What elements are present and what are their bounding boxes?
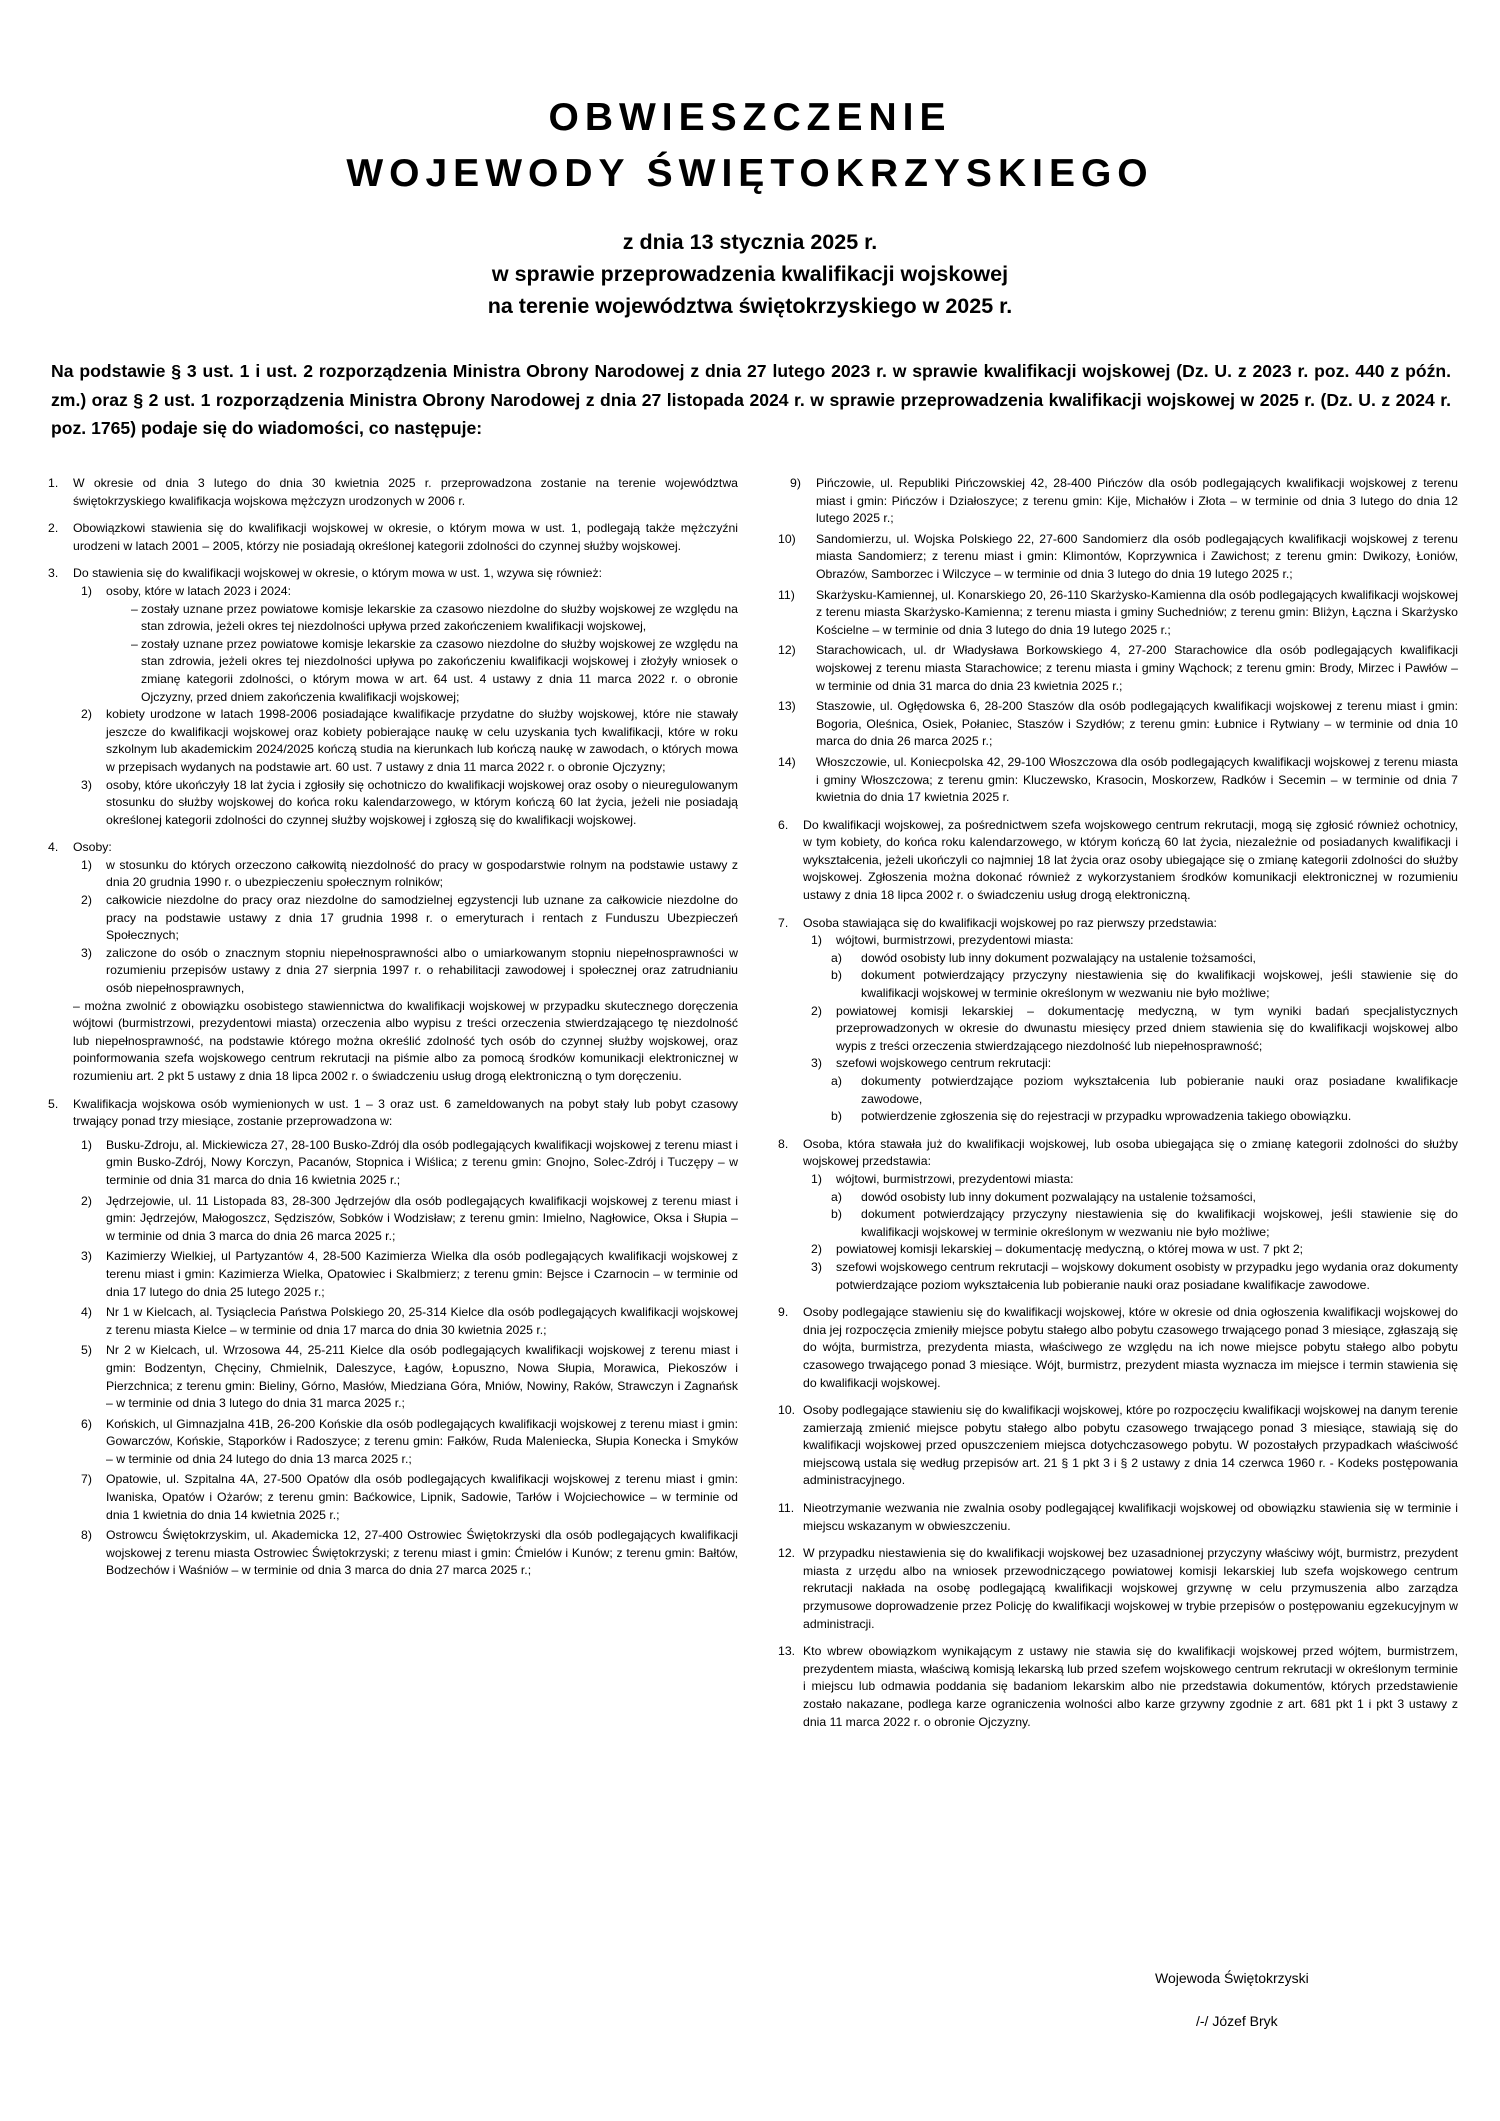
location-text: Opatowie, ul. Szpitalna 4A, 27-500 Opatów dla osób podlegających kwalifikacji wojskowej z terenu miast i gmin: Iwaniska, Opatów i Ożarów; z terenu gmin: Baćkowice, Lipnik, Sadowie, Tarłów i Wojciechowice – w terminie od dnia 1 kwietnia do dnia 14 kwietnia 2025 r.; xyxy=(106,1472,738,1522)
subpoint-text: dowód osobisty lub inny dokument pozwalający na ustalenie tożsamości, xyxy=(861,1189,1256,1204)
point-text: wójtowi, burmistrzowi, prezydentowi miasta: xyxy=(836,1171,1074,1186)
location-text: Sandomierzu, ul. Wojska Polskiego 22, 27-600 Sandomierz dla osób podlegających kwalifikacji wojskowej z terenu miasta Sandomierz; z terenu miast i gmin: Klimontów, Koprzywnica i Zawichost; z terenu gmin: Dwikozy, Łoniów, Obrazów, Samborzec i Wilczyce – w terminie od dnia 3 lutego do dnia 19 lutego 2025 r.; xyxy=(816,531,1458,581)
location-number: 1) xyxy=(81,1137,92,1152)
location-number: 10) xyxy=(778,531,796,546)
section-12 xyxy=(778,1545,1458,1633)
point xyxy=(73,892,738,945)
section-11 xyxy=(778,1500,1458,1535)
location-number: 14) xyxy=(778,754,796,769)
location-text: Kazimierzy Wielkiej, ul Partyzantów 4, 28-500 Kazimierza Wielka dla osób podlegających kwalifikacji wojskowej z terenu miast i gmin: Kazimierza Wielka, Opatowiec i Skalbmierz; z terenu gmin: Bejsce i Czarnocin – w terminie od dnia 17 lutego do dnia 25 lutego 2025 r.; xyxy=(106,1249,738,1299)
dash-item xyxy=(131,601,738,636)
location-text: Skarżysku-Kamiennej, ul. Konarskiego 20, 26-110 Skarżysko-Kamienna dla osób podlegających kwalifikacji wojskowej z terenu miasta Skarżysko-Kamienna; z terenu miasta i gminy Suchedniów; z terenu gmin: Bliżyn, Łączna i Skarżysko Kościelne – w terminie od dnia 3 lutego do dnia 19 lutego 2025 r.; xyxy=(816,587,1458,637)
section-3 xyxy=(48,565,738,829)
location-text: Pińczowie, ul. Republiki Pińczowskiej 42, 28-400 Pińczów dla osób podlegających kwalifikacji wojskowej z terenu miast i gmin: Pińczów i Działoszyce; z terenu gmin: Kije, Michałów i Złota – w terminie od dnia 3 lutego do dnia 12 lutego 2025 r.; xyxy=(816,476,1458,526)
section-5-continued xyxy=(778,475,1458,807)
section-number: 5. xyxy=(48,1096,59,1111)
location-number: 2) xyxy=(81,1193,92,1208)
point-number: 3) xyxy=(81,777,92,792)
location-text: Nr 2 w Kielcach, ul. Wrzosowa 44, 25-211 Kielce dla osób podlegających kwalifikacji wojskowej z terenu miast i gmin: Bodzentyn, Chęciny, Chmielnik, Daleszyce, Łagów, Łopuszno, Nowa Słupia, Morawica, Piekoszów i Pierzchnica; z terenu gmin: Bieliny, Górno, Masłów, Miedziana Góra, Mniów, Nowiny, Raków, Strawczyn i Zagnańsk – w terminie od dnia 3 lutego do dnia 31 marca 2025 r.; xyxy=(106,1343,738,1411)
location-item xyxy=(778,754,1458,807)
subpoint-letter: a) xyxy=(831,950,842,965)
dash-item xyxy=(131,636,738,706)
point-number: 2) xyxy=(81,707,92,722)
point-text: powiatowej komisji lekarskiej – dokumentację medyczną, o której mowa w ust. 7 pkt 2; xyxy=(836,1242,1304,1257)
point-number: 3) xyxy=(81,945,92,960)
section-text: Kto wbrew obowiązkom wynikającym z ustawy nie stawia się do kwalifikacji wojskowej przed wójtem, burmistrzem, prezydentem miasta, właściwą komisją lekarską lub przed szefem wojskowego centrum rekrutacji w określonym terminie i miejscu lub odmawia poddania się badaniom lekarskim albo nie przedstawia dokumentów, których przedstawienie zostało nakazane, podlega karze ograniczenia wolności albo karze grzywny zgodnie z art. 681 pkt 1 i pkt 3 ustawy z dnia 11 marca 2022 r. o obronie Ojczyzny. xyxy=(803,1644,1458,1729)
section-text: Osoby podlegające stawieniu się do kwalifikacji wojskowej, które po rozpoczęciu kwalifikacji wojskowej na danym terenie zamierzają zmienić miejsce pobytu stałego albo pobytu czasowego trwającego ponad 3 miesiące, stawiają się do kwalifikacji wojskowej przed opuszczeniem miejsca dotychczasowego pobytu. W pozostałych przypadkach właściwość miejscową ustala się według przepisów art. 21 § 1 pkt 3 i § 2 ustawy z dnia 14 czerwca 1960 r. - Kodeks postępowania administracyjnego. xyxy=(803,1403,1458,1488)
location-number: 12) xyxy=(778,643,796,658)
location-number: 11) xyxy=(778,587,795,602)
document-date: z dnia 13 stycznia 2025 r. xyxy=(622,230,878,254)
point xyxy=(803,932,1458,950)
subpoint-text: dokument potwierdzający przyczyny niestawienia się do kwalifikacji wojskowej, jeśli stawienie się do kwalifikacji wojskowej w terminie określonym w wezwaniu nie było możliwe; xyxy=(861,968,1458,1001)
section-number: 1. xyxy=(48,476,59,490)
point-text: osoby, które ukończyły 18 lat życia i zgłosiły się ochotniczo do kwalifikacji wojskowej oraz osoby o nieuregulowanym stosunku do służby wojskowej do końca roku kalendarzowego, w którym kończą 60 lat życia, jeżeli nie posiadają określonej kategorii zdolności do czynnej służby wojskowej i zgłoszą się do kwalifikacji wojskowej. xyxy=(106,777,738,827)
subpoint-letter: a) xyxy=(831,1189,842,1204)
right-column xyxy=(778,475,1458,1741)
signature-office: Wojewoda Świętokrzyski xyxy=(1155,1970,1309,1986)
location-item xyxy=(73,1137,738,1190)
point xyxy=(803,1055,1458,1073)
subpoint-text: dowód osobisty lub inny dokument pozwalający na ustalenie tożsamości, xyxy=(861,950,1256,965)
location-number: 13) xyxy=(778,699,796,714)
location-item xyxy=(73,1471,738,1524)
section-text: Kwalifikacja wojskowa osób wymienionych w ust. 1 – 3 oraz ust. 6 zameldowanych na pobyt stały lub pobyt czasowy trwający ponad trzy miesiące, zostanie przeprowadzona w: xyxy=(73,1096,738,1129)
section-text: Do stawienia się do kwalifikacji wojskowej w okresie, o którym mowa w ust. 1, wzywa się również: xyxy=(73,566,602,581)
section-text: Osoba, która stawała już do kwalifikacji wojskowej, lub osoba ubiegająca się o zmianę kategorii zdolności do służby wojskowej przedstawia: xyxy=(803,1136,1458,1169)
location-text: Końskich, ul Gimnazjalna 41B, 26-200 Końskie dla osób podlegających kwalifikacji wojskowej z terenu miast i gmin: Gowarczów, Końskie, Stąporków i Radoszyce; z terenu gmin: Fałków, Ruda Maleniecka, Słupia Konecka i Smyków – w terminie od dnia 24 lutego do dnia 13 marca 2025 r.; xyxy=(106,1416,738,1466)
location-item xyxy=(778,642,1458,695)
section-6 xyxy=(778,817,1458,905)
section-continuation: – można zwolnić z obowiązku osobistego stawiennictwa do kwalifikacji wojskowej w przypadku skutecznego doręczenia wójtowi (burmistrzowi, prezydentowi miasta) orzeczenia albo wypisu z treści orzeczenia stwierdzającego tę niezdolność lub niepełnosprawność, na podstawie którego można określić zdolność tych osób do czynnej służby wojskowej, oraz poinformowania szefa wojskowego centrum rekrutacji na piśmie albo za pomocą środków komunikacji elektronicznej w rozumieniu art. 2 pkt 5 ustawy z dnia 18 lipca 2002 r. o świadczeniu usług drogą elektroniczną o tym doręczeniu. xyxy=(73,998,738,1083)
document-subject-line2: na terenie województwa świętokrzyskiego w 2025 r. xyxy=(487,294,1013,318)
point-number: 2) xyxy=(811,1003,822,1018)
subpoint-text: dokumenty potwierdzające poziom wykształcenia lub pobieranie nauki oraz posiadane kwalifikacje zawodowe, xyxy=(861,1074,1458,1106)
subpoint xyxy=(803,1189,1458,1207)
dash-text: zostały uznane przez powiatowe komisje lekarskie za czasowo niezdolne do służby wojskowej ze względu na stan zdrowia, jeżeli okres tej niezdolności upływa po zakończeniu kwalifikacji wojskowej i złożyły wniosek o zmianę kategorii zdolności, o którym mowa w art. 64 ust. 4 ustawy z dnia 11 marca 2022 r. o obronie Ojczyzny, przed dniem zakończenia kwalifikacji wojskowej; xyxy=(141,636,738,704)
section-text: Osoba stawiająca się do kwalifikacji wojskowej po raz pierwszy przedstawia: xyxy=(803,915,1217,930)
subpoint-letter: a) xyxy=(831,1074,842,1088)
subpoint-text: dokument potwierdzający przyczyny niestawienia się do kwalifikacji wojskowej, jeśli stawienie się do kwalifikacji wojskowej w terminie określonym w wezwaniu nie było możliwe; xyxy=(861,1207,1458,1239)
point xyxy=(73,583,738,601)
point-text: szefowi wojskowego centrum rekrutacji: xyxy=(836,1056,1052,1071)
section-10 xyxy=(778,1402,1458,1490)
location-number: 9) xyxy=(790,476,801,490)
section-number: 9. xyxy=(778,1305,789,1320)
point-text: szefowi wojskowego centrum rekrutacji – wojskowy dokument osobisty w przypadku jego wydania oraz dokumenty potwierdzające poziom wykształcenia lub pobieranie nauki oraz posiadane kwalifikacje zawodowe. xyxy=(836,1259,1458,1292)
location-number: 8) xyxy=(81,1528,92,1543)
section-text: Osoby: xyxy=(73,840,112,855)
location-text: Włoszczowie, ul. Koniecpolska 42, 29-100 Włoszczowa dla osób podlegających kwalifikacji wojskowej z terenu miasta i gminy Włoszczowa; z terenu gmin: Kluczewsko, Krasocin, Moskorzew, Radków i Secemin – w terminie od dnia 7 kwietnia do dnia 17 kwietnia 2025 r. xyxy=(816,754,1458,805)
section-7 xyxy=(778,915,1458,1126)
location-number: 7) xyxy=(81,1472,92,1487)
point xyxy=(73,777,738,830)
point-number: 1) xyxy=(811,1171,822,1186)
section-5 xyxy=(48,1096,738,1580)
location-text: Staszowie, ul. Ogłędowska 6, 28-200 Staszów dla osób podlegających kwalifikacji wojskowej z terenu miast i gmin: Bogoria, Oleśnica, Osiek, Połaniec, Staszów i Szydłów; z terenu gmin: Łubnice i Rytwiany – w terminie od dnia 10 marca do dnia 26 marca 2025 r.; xyxy=(816,699,1458,749)
subpoint-letter: b) xyxy=(831,968,842,983)
section-text: Do kwalifikacji wojskowej, za pośrednictwem szefa wojskowego centrum rekrutacji, mogą się zgłosić również ochotnicy, w tym kobiety, do końca roku kalendarzowego, w którym kończą 60 lat życia, niezależnie od posiadanych kwalifikacji i wykształcenia, jeżeli ukończyli co najmniej 18 lat życia oraz osoby ubiegające się o zmianę kategorii zdolności do służby wojskowej. Zgłoszenia można dokonać również z wykorzystaniem środków komunikacji elektronicznej w rozumieniu ustawy z dnia 18 lipca 2002 r. o świadczeniu usług drogą elektroniczną. xyxy=(803,817,1458,903)
location-number: 6) xyxy=(81,1416,92,1431)
point-text: osoby, które w latach 2023 i 2024: xyxy=(106,583,292,598)
point xyxy=(803,1259,1458,1294)
point xyxy=(73,706,738,776)
section-text: Obowiązkowi stawienia się do kwalifikacji wojskowej w okresie, o którym mowa w ust. 1, podlegają także mężczyźni urodzeni w latach 2001 – 2005, którzy nie posiadają określonej kategorii zdolności do czynnej służby wojskowej. xyxy=(73,521,738,553)
location-item xyxy=(73,1193,738,1246)
section-number: 7. xyxy=(778,915,789,930)
subpoint xyxy=(803,950,1458,968)
section-8 xyxy=(778,1136,1458,1294)
dash-text: zostały uznane przez powiatowe komisje lekarskie za czasowo niezdolne do służby wojskowej ze względu na stan zdrowia, jeżeli okres tej niezdolności upływa przed zakończeniem kwalifikacji wojskowej, xyxy=(141,601,738,634)
dash-marker: – xyxy=(131,601,138,616)
section-9 xyxy=(778,1304,1458,1392)
section-number: 6. xyxy=(778,817,789,832)
subpoint xyxy=(803,967,1458,1002)
section-13 xyxy=(778,1643,1458,1731)
section-number: 4. xyxy=(48,840,59,855)
point xyxy=(803,1003,1458,1056)
location-text: Busku-Zdroju, al. Mickiewicza 27, 28-100 Busko-Zdrój dla osób podlegających kwalifikacji wojskowej z terenu miast i gmin Busko-Zdrój, Nowy Korczyn, Pacanów, Stopnica i Wiślica; z terenu gmin: Gnojno, Solec-Zdrój i Tuczępy – w terminie od dnia 31 marca do dnia 16 kwietnia 2025 r.; xyxy=(106,1137,738,1187)
point-number: 2) xyxy=(811,1242,822,1257)
section-number: 12. xyxy=(778,1546,796,1561)
dash-marker: – xyxy=(131,636,138,651)
location-item xyxy=(778,587,1458,640)
section-2 xyxy=(48,520,738,555)
point xyxy=(803,1171,1458,1189)
location-item xyxy=(73,1248,738,1301)
point-number: 3) xyxy=(811,1056,822,1071)
location-text: Ostrowcu Świętokrzyskim, ul. Akademicka 12, 27-400 Ostrowiec Świętokrzyski dla osób podlegających kwalifikacji wojskowej z terenu miasta Ostrowiec Świętokrzyski; z terenu miast i gmin: Ćmielów i Kunów; z terenu gmin: Bałtów, Bodzechów i Waśniów – w terminie od dnia 3 marca do dnia 27 marca 2025 r.; xyxy=(106,1528,738,1578)
subpoint xyxy=(803,1073,1458,1108)
location-item xyxy=(73,1304,738,1339)
section-number: 10. xyxy=(778,1403,796,1418)
section-number: 11. xyxy=(778,1501,795,1516)
location-text: Starachowicach, ul. dr Władysława Borkowskiego 4, 27-200 Starachowice dla osób podlegających kwalifikacji wojskowej z terenu miasta Starachowice; z terenu miasta i gminy Wąchock; z terenu gmin: Brody, Mirzec i Pawłów – w terminie od dnia 31 marca do dnia 23 kwietnia 2025 r.; xyxy=(816,643,1458,693)
point-number: 1) xyxy=(81,857,92,872)
document-subject-line1: w sprawie przeprowadzenia kwalifikacji wojskowej xyxy=(491,262,1009,286)
point-text: kobiety urodzone w latach 1998-2006 posiadające kwalifikacje przydatne do służby wojskowej, które nie stawały jeszcze do kwalifikacji wojskowej oraz kobiety pobierające naukę w celu uzyskania tych kwalifikacji, które w roku szkolnym lub akademickim 2024/2025 kończą studia na kierunkach lub kończą naukę w zawodach, o których mowa w przepisach wydanych na podstawie art. 60 ust. 7 ustawy z dnia 11 marca 2022 r. o obronie Ojczyzny; xyxy=(106,707,738,774)
section-text: W przypadku niestawienia się do kwalifikacji wojskowej bez uzasadnionej przyczyny właściwy wójt, burmistrz, prezydent miasta z urzędu albo na wniosek przewodniczącego powiatowej komisji lekarskiej lub szefa wojskowego centrum rekrutacji nakłada na osobę podlegającą kwalifikacji wojskowej grzywnę w celu przymuszenia albo zarządza przymusowe doprowadzenie przez Policję do kwalifikacji wojskowej w trybie przepisów o postępowaniu egzekucyjnym w administracji. xyxy=(803,1546,1458,1631)
point xyxy=(803,1241,1458,1259)
location-text: Nr 1 w Kielcach, al. Tysiąclecia Państwa Polskiego 20, 25-314 Kielce dla osób podlegających kwalifikacji wojskowej z terenu miasta Kielce – w terminie od dnia 17 marca do dnia 30 kwietnia 2025 r.; xyxy=(106,1305,738,1337)
location-number: 4) xyxy=(81,1305,92,1320)
section-text: W okresie od dnia 3 lutego do dnia 30 kwietnia 2025 r. przeprowadzona zostanie na terenie województwa świętokrzyskiego kwalifikacja wojskowa mężczyzn urodzonych w 2006 r. xyxy=(73,476,738,508)
location-item xyxy=(778,698,1458,751)
section-1 xyxy=(48,475,738,510)
point xyxy=(73,945,738,998)
point-text: zaliczone do osób o znacznym stopniu niepełnosprawności albo o umiarkowanym stopniu niepełnosprawności w rozumieniu przepisów ustawy z dnia 27 sierpnia 1997 r. o rehabilitacji zawodowej i społecznej oraz zatrudnianiu osób niepełnosprawnych, xyxy=(106,945,738,996)
point-text: wójtowi, burmistrzowi, prezydentowi miasta: xyxy=(836,933,1074,948)
section-number: 2. xyxy=(48,521,59,536)
subpoint-letter: b) xyxy=(831,1109,842,1124)
section-4 xyxy=(48,839,738,1085)
point-text: w stosunku do których orzeczono całkowitą niezdolność do pracy w gospodarstwie rolnym na podstawie ustawy z dnia 20 grudnia 1990 r. o ubezpieczeniu społecznym rolników; xyxy=(106,857,738,890)
subpoint-letter: b) xyxy=(831,1207,842,1222)
point-number: 2) xyxy=(81,893,92,908)
left-column xyxy=(48,475,738,1590)
point xyxy=(73,857,738,892)
section-text: Osoby podlegające stawieniu się do kwalifikacji wojskowej, które w okresie od dnia ogłoszenia kwalifikacji wojskowej do dnia jej rozpoczęcia zmieniły miejsce pobytu stałego albo pobytu czasowego trwającego ponad 3 miesiące, zgłaszają się do wójta, burmistrza, prezydenta miasta, właściwego ze względu na ich nowe miejsce pobytu stałego albo pobytu czasowego trwającego ponad 3 miesiące. Wójt, burmistrz, prezydent miasta wyznacza im miejsce i termin stawienia się do kwalifikacji wojskowej. xyxy=(803,1305,1458,1390)
document-title-line1: OBWIESZCZENIE xyxy=(548,96,952,139)
point-number: 1) xyxy=(811,933,822,948)
signature-name: /-/ Józef Bryk xyxy=(1196,2013,1278,2029)
location-item xyxy=(73,1342,738,1412)
subpoint-text: potwierdzenie zgłoszenia się do rejestracji w przypadku wprowadzenia takiego obowiązku. xyxy=(861,1109,1352,1124)
subpoint xyxy=(803,1108,1458,1126)
document-title-line2: WOJEWODY ŚWIĘTOKRZYSKIEGO xyxy=(346,152,1154,195)
location-item xyxy=(73,1527,738,1580)
section-number: 8. xyxy=(778,1136,789,1151)
point-text: powiatowej komisji lekarskiej – dokumentację medyczną, w tym wyniki badań specjalistycznych przeprowadzonych w okresie do dwunastu miesięcy przed dniem stawienia się do kwalifikacji wojskowej albo wypis z treści orzeczenia stwierdzającego niezdolność lub niepełnosprawność; xyxy=(836,1003,1458,1053)
point-number: 1) xyxy=(81,583,92,598)
legal-basis-intro: Na podstawie § 3 ust. 1 i ust. 2 rozporządzenia Ministra Obrony Narodowej z dnia 27 lutego 2023 r. w sprawie kwalifikacji wojskowej (Dz. U. z 2023 r. poz. 440 z późn. zm.) oraz § 2 ust. 1 rozporządzenia Ministra Obrony Narodowej z dnia 27 listopada 2024 r. w sprawie przeprowadzenia kwalifikacji wojskowej w 2025 r. (Dz. U. z 2024 r. poz. 1765) podaje się do wiadomości, co następuje: xyxy=(51,361,1451,438)
point-number: 3) xyxy=(811,1259,822,1274)
location-number: 5) xyxy=(81,1343,92,1358)
section-number: 13. xyxy=(778,1644,796,1659)
subpoint xyxy=(803,1206,1458,1241)
location-number: 3) xyxy=(81,1249,92,1264)
point-text: całkowicie niezdolne do pracy oraz niezdolne do samodzielnej egzystencji lub uznane za całkowicie niezdolne do pracy na podstawie ustawy z dnia 17 grudnia 1998 r. o emeryturach i rentach z Funduszu Ubezpieczeń Społecznych; xyxy=(106,893,738,943)
section-number: 3. xyxy=(48,566,59,581)
section-text: Nieotrzymanie wezwania nie zwalnia osoby podlegającej kwalifikacji wojskowej od obowiązku stawienia się w terminie i miejscu wskazanym w obwieszczeniu. xyxy=(803,1501,1458,1533)
location-item xyxy=(73,1416,738,1469)
location-item xyxy=(778,475,1458,528)
location-item xyxy=(778,531,1458,584)
location-text: Jędrzejowie, ul. 11 Listopada 83, 28-300 Jędrzejów dla osób podlegających kwalifikacji wojskowej z terenu miast i gmin: Jędrzejów, Małogoszcz, Sędziszów, Sobków i Wodzisław; z terenu gmin: Imielno, Nagłowice, Oksa i Słupia – w terminie od dnia 3 marca do dnia 26 marca 2025 r.; xyxy=(106,1193,738,1243)
